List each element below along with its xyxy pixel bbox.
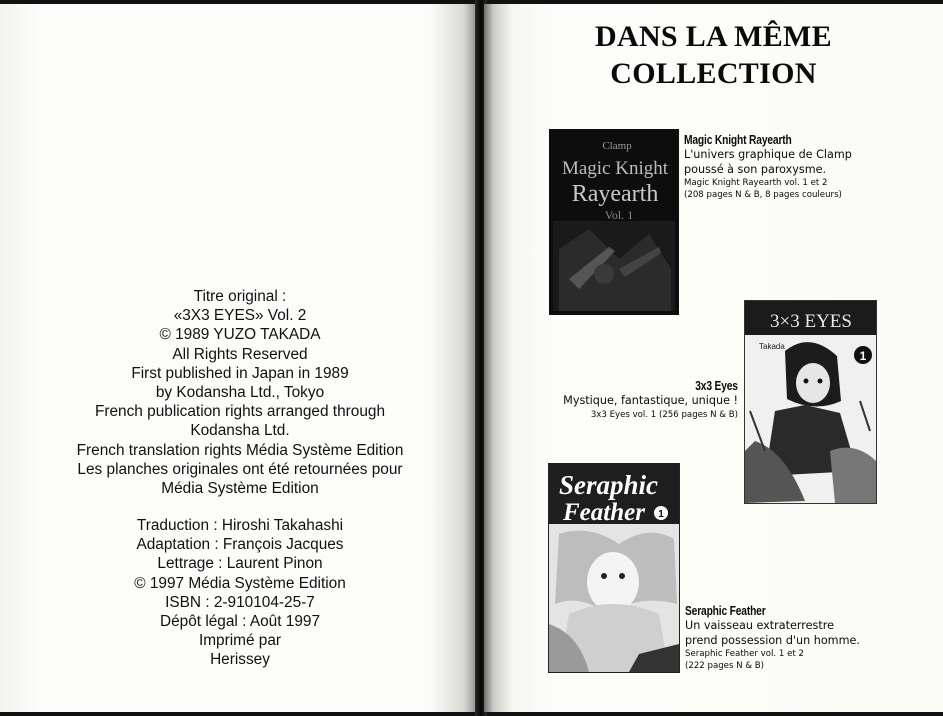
credit-line: Traduction : Hiroshi Takahashi xyxy=(136,517,344,534)
credit-line: All Rights Reserved xyxy=(172,345,308,363)
credit-line: Lettrage : Laurent Pinon xyxy=(157,555,323,573)
book-detail: (222 pages N & B) xyxy=(685,661,765,671)
production-credits-block xyxy=(40,516,440,670)
credit-line: by Kodansha Ltd., Tokyo xyxy=(155,384,325,402)
credit-line: Herissey xyxy=(210,651,270,669)
book-title: 3x3 Eyes xyxy=(695,379,738,393)
cover-seraphic-feather xyxy=(548,463,680,673)
book-tagline: Mystique, fantastique, unique ! xyxy=(563,394,738,407)
cover-volume-badge: 1 xyxy=(859,349,867,363)
heading-line-2: COLLECTION xyxy=(610,57,817,90)
left-page-credits xyxy=(0,4,478,712)
credit-line: Les planches originales ont été retournées pour xyxy=(77,460,403,478)
credit-line: Imprimé par xyxy=(198,632,282,650)
credit-line: Dépôt légal : Août 1997 xyxy=(159,613,320,631)
cover-3x3-eyes xyxy=(744,300,877,504)
book-tagline: poussé à son paroxysme. xyxy=(684,162,827,176)
book-tagline: Un vaisseau extraterrestre xyxy=(685,619,834,632)
credit-line: © 1997 Média Système Edition xyxy=(134,574,346,592)
book-detail: Magic Knight Rayearth vol. 1 et 2 xyxy=(684,178,828,188)
credit-line: Kodansha Ltd. xyxy=(190,422,290,440)
credit-line: © 1989 YUZO TAKADA xyxy=(159,326,321,344)
right-page-collection xyxy=(484,4,943,712)
copyright-block xyxy=(40,287,440,498)
cover-title-line1: Magic Knight xyxy=(561,158,669,179)
credit-line: First published in Japan in 1989 xyxy=(131,364,349,382)
cover-title-line2: Rayearth xyxy=(571,181,659,207)
credit-line: «3X3 EYES» Vol. 2 xyxy=(173,307,307,325)
cover-art xyxy=(549,464,679,672)
credit-line: Média Système Edition xyxy=(161,480,319,498)
book-tagline: L'univers graphique de Clamp xyxy=(684,148,852,161)
book-info-seraphic-feather xyxy=(685,603,860,672)
cover-title-line2: Feather xyxy=(563,499,645,526)
credit-line: ISBN : 2-910104-25-7 xyxy=(165,593,315,611)
book-info-3x3-eyes xyxy=(563,378,738,421)
book-tagline: prend possession d'un homme. xyxy=(685,633,860,647)
cover-author: Takada xyxy=(759,342,785,351)
heading-line-1: DANS LA MÊME xyxy=(595,20,832,53)
cover-art xyxy=(745,301,876,503)
credit-line: Adaptation : François Jacques xyxy=(136,536,344,554)
cover-title: 3×3 EYES xyxy=(770,311,852,332)
collection-heading xyxy=(484,18,943,92)
book-detail: Seraphic Feather vol. 1 et 2 xyxy=(685,649,804,659)
book-title: Magic Knight Rayearth xyxy=(684,133,792,147)
credit-line: Titre original : xyxy=(193,288,287,305)
book-info-magic-knight-rayearth xyxy=(684,132,852,201)
book-title: Seraphic Feather xyxy=(685,604,766,618)
cover-author: Clamp xyxy=(602,140,632,152)
book-detail: (208 pages N & B, 8 pages couleurs) xyxy=(684,190,842,200)
cover-volume-badge: 1 xyxy=(658,509,664,520)
cover-magic-knight-rayearth xyxy=(549,129,679,315)
cover-art xyxy=(549,129,679,315)
book-detail: 3x3 Eyes vol. 1 (256 pages N & B) xyxy=(590,409,738,420)
cover-title-line1: Seraphic xyxy=(559,470,659,500)
cover-volume: Vol. 1 xyxy=(604,208,634,222)
credit-line: French translation rights Média Système Edition xyxy=(76,441,404,459)
credit-line: French publication rights arranged through xyxy=(94,403,386,421)
